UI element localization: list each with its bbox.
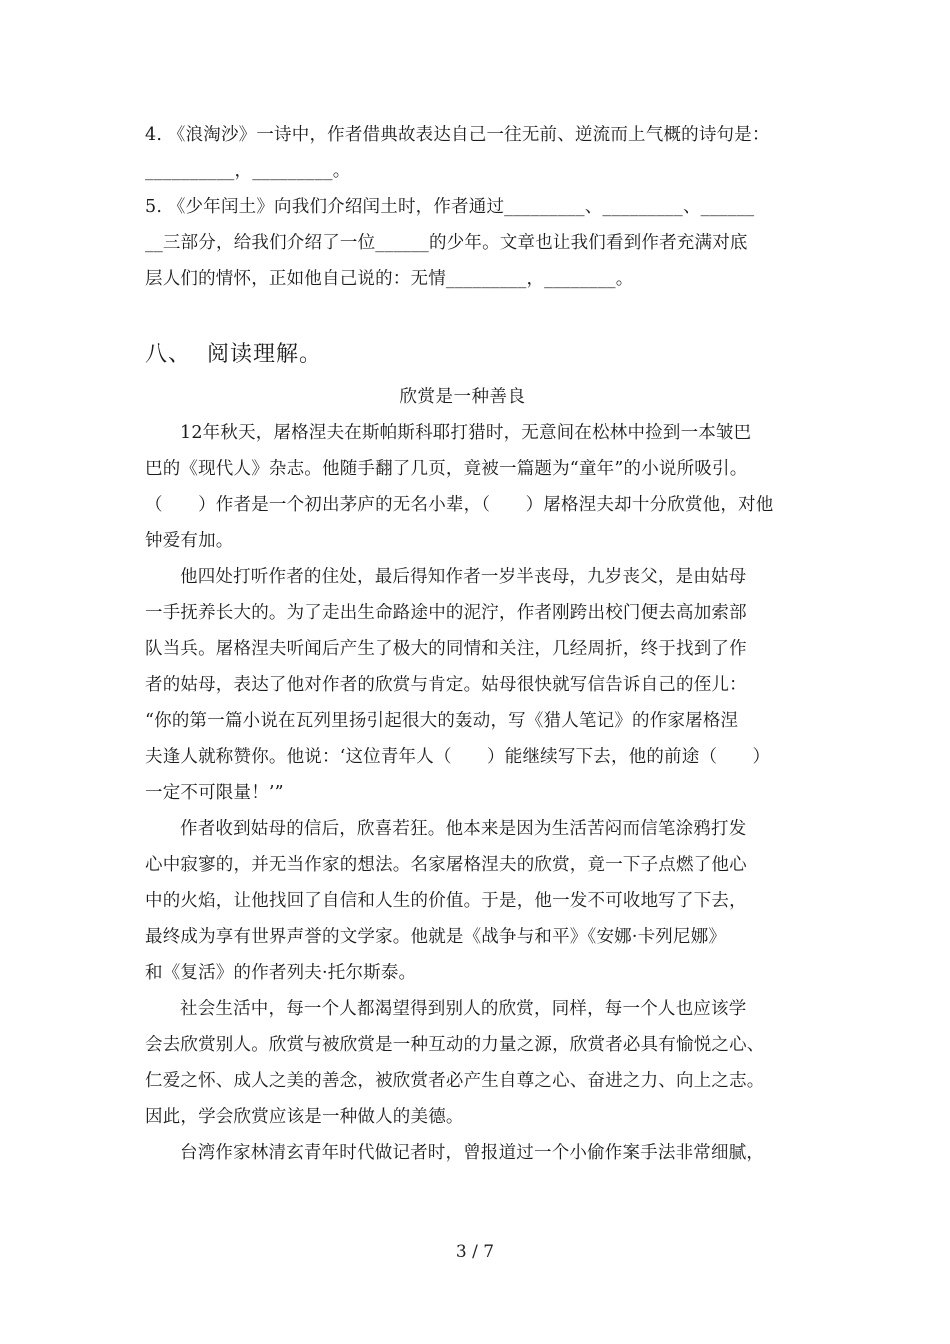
passage-line: 夫逢人就称赞你。他说：‘这位青年人（ ）能继续写下去，他的前途（ ） bbox=[145, 747, 771, 767]
passage-line: 钟爱有加。 bbox=[145, 531, 234, 551]
passage-line: 他四处打听作者的住处，最后得知作者一岁半丧母，九岁丧父，是由姑母 bbox=[180, 567, 747, 587]
passage-line: 和《复活》的作者列夫·托尔斯泰。 bbox=[145, 963, 417, 983]
passage-line: 一定不可限量！’” bbox=[145, 783, 284, 803]
passage-title: 欣赏是一种善良 bbox=[399, 387, 526, 407]
passage-line: 一手抚养长大的。为了走出生命路途中的泥泞，作者刚跨出校门便去高加索部 bbox=[145, 603, 747, 623]
page-number: 3 / 7 bbox=[455, 1242, 495, 1262]
section-title: 阅读理解。 bbox=[207, 342, 323, 367]
question-5-line-1: 5. 《少年闰土》向我们介绍闰土时，作者通过_________、_________、______ bbox=[145, 197, 755, 217]
section-number: 八、 bbox=[145, 342, 192, 367]
question-5-line-2: __三部分，给我们介绍了一位______的少年。文章也让我们看到作者充满对底 bbox=[145, 233, 748, 253]
question-5-line-3: 层人们的情怀，正如他自己说的：无情_________，________。 bbox=[145, 269, 634, 289]
passage-line: （ ）作者是一个初出茅庐的无名小辈，（ ）屠格涅夫却十分欣赏他，对他 bbox=[145, 495, 774, 515]
passage-body bbox=[145, 415, 810, 1171]
passage-line: 因此，学会欣赏应该是一种做人的美德。 bbox=[145, 1107, 464, 1127]
passage-line: “你的第一篇小说在瓦列里扬引起很大的轰动，写《猎人笔记》的作家屠格涅 bbox=[145, 711, 739, 731]
page-content bbox=[145, 117, 810, 1171]
passage-line: 者的姑母，表达了他对作者的欣赏与肯定。姑母很快就写信告诉自己的侄儿： bbox=[145, 675, 747, 695]
section-heading bbox=[145, 335, 810, 375]
passage-line: 12年秋天，屠格涅夫在斯帕斯科耶打猎时，无意间在松林中捡到一本皱巴 bbox=[180, 423, 752, 443]
passage-line: 中的火焰，让他找回了自信和人生的价值。于是，他一发不可收地写了下去， bbox=[145, 891, 747, 911]
passage-line: 队当兵。屠格涅夫听闻后产生了极大的同情和关注，几经周折，终于找到了作 bbox=[145, 639, 747, 659]
passage-line: 会去欣赏别人。欣赏与被欣赏是一种互动的力量之源，欣赏者必具有愉悦之心、 bbox=[145, 1035, 765, 1055]
passage-line: 社会生活中，每一个人都渴望得到别人的欣赏，同样，每一个人也应该学 bbox=[180, 999, 747, 1019]
passage-line: 巴的《现代人》杂志。他随手翻了几页，竟被一篇题为“童年”的小说所吸引。 bbox=[145, 459, 748, 479]
question-4-line-2: __________，_________。 bbox=[145, 161, 351, 181]
passage-line: 最终成为享有世界声誉的文学家。他就是《战争与和平》《安娜·卡列尼娜》 bbox=[145, 927, 727, 947]
question-4 bbox=[145, 117, 810, 189]
question-4-line-1: 4. 《浪淘沙》一诗中，作者借典故表达自己一往无前、逆流而上气概的诗句是： bbox=[145, 125, 770, 145]
passage-line: 仁爱之怀、成人之美的善念，被欣赏者必产生自尊之心、奋进之力、向上之志。 bbox=[145, 1071, 765, 1091]
question-5 bbox=[145, 189, 810, 297]
passage-line: 台湾作家林清玄青年时代做记者时，曾报道过一个小偷作案手法非常细腻， bbox=[180, 1143, 765, 1163]
passage-line: 心中寂寥的，并无当作家的想法。名家屠格涅夫的欣赏，竟一下子点燃了他心 bbox=[145, 855, 747, 875]
passage-line: 作者收到姑母的信后，欣喜若狂。他本来是因为生活苦闷而信笔涂鸦打发 bbox=[180, 819, 747, 839]
